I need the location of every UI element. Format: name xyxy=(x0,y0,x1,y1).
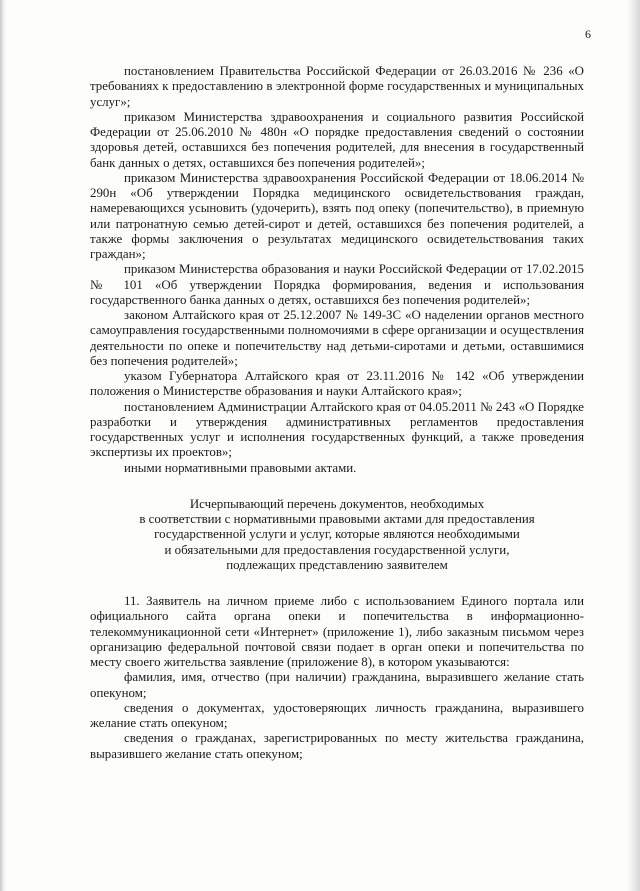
section-heading-line: государственной услуги и услуг, которые являются необходимыми xyxy=(154,527,520,542)
page-number: 6 xyxy=(585,27,591,41)
document-body xyxy=(90,64,584,762)
scan-edge-right xyxy=(626,0,640,891)
scan-edge-left xyxy=(0,0,6,891)
section-heading-line: и обязательными для предоставления государственной услуги, xyxy=(164,542,510,557)
paragraph-other-acts: иными нормативными правовыми актами. xyxy=(124,460,357,475)
paragraph-decree-236: постановлением Правительства Российской Федерации от 26.03.2016 № 236 «О требованиях к предоставлению в электронной форме государственных и муниципальных услуг»; xyxy=(90,64,584,109)
paragraph-order-101: приказом Министерства образования и науки Российской Федерации от 17.02.2015 № 101 «Об утверждении Порядка формирования, ведения и использования государственного банка данных о детях, оставшихся без попечения родителей»; xyxy=(90,262,584,307)
section-heading-line: в соответствии с нормативными правовыми актами для предоставления xyxy=(139,512,535,526)
paragraph-order-480n: приказом Министерства здравоохранения и социального развития Российской Федерации от 25.06.2010 № 480н «О порядке предоставления сведений о состоянии здоровья детей, оставшихся без попечения родителей, для внесения в государственный банк данных о детях, оставшихся без попечения родителей»; xyxy=(90,109,584,170)
paragraph-order-290n: приказом Министерства здравоохранения Российской Федерации от 18.06.2014 № 290н «Об утверждении Порядка медицинского освидетельствования граждан, намеревающихся усыновить (удочерить), взять под опеку (попечительство), в приемную или патронатную семью детей-сирот и детей, оставшихся без попечения родителей, а также формы заключения о результатах медицинского освидетельствования таких граждан»; xyxy=(90,170,584,261)
paragraph-identity-documents: сведения о документах, удостоверяющих личность гражданина, выразившего желание стать опекуном; xyxy=(90,700,584,730)
section-heading-line: подлежащих представлению заявителем xyxy=(226,557,448,572)
paragraph-resolution-243: постановлением Администрации Алтайского края от 04.05.2011 № 243 «О Порядке разработки и утверждения административных регламентов предоставления государственных услуг и исполнения государственных функций, а также проведения экспертизы их проектов»; xyxy=(90,399,584,460)
paragraph-decree-142: указом Губернатора Алтайского края от 23.11.2016 № 142 «Об утверждении положения о Министерстве образования и науки Алтайского края»; xyxy=(90,369,584,399)
section-heading-line: Исчерпывающий перечень документов, необходимых xyxy=(189,496,485,511)
paragraph-applicant-name: фамилия, имя, отчество (при наличии) гражданина, выразившего желание стать опекуном; xyxy=(90,670,584,700)
paragraph-law-149zs: законом Алтайского края от 25.12.2007 № 149-ЗС «О наделении органов местного самоуправления государственными полномочиями в сфере организации и осуществления деятельности по опеке и попечительству над детьми-сиротами и детьми, оставшимися без попечения родителей»; xyxy=(90,308,584,368)
section-heading xyxy=(90,497,584,573)
paragraph-registered-persons: сведения о гражданах, зарегистрированных по месту жительства гражданина, выразившего желание стать опекуном; xyxy=(90,731,584,761)
paragraph-item-11: 11. Заявитель на личном приеме либо с использованием Единого портала или официального сайта органа опеки и попечительства в информационно-телекоммуникационной сети «Интернет» (приложение 1), либо заказным письмом через организацию федеральной почтовой связи подает в орган опеки и попечительства по месту своего жительства заявление (приложение 8), в котором указываются: xyxy=(90,594,584,669)
